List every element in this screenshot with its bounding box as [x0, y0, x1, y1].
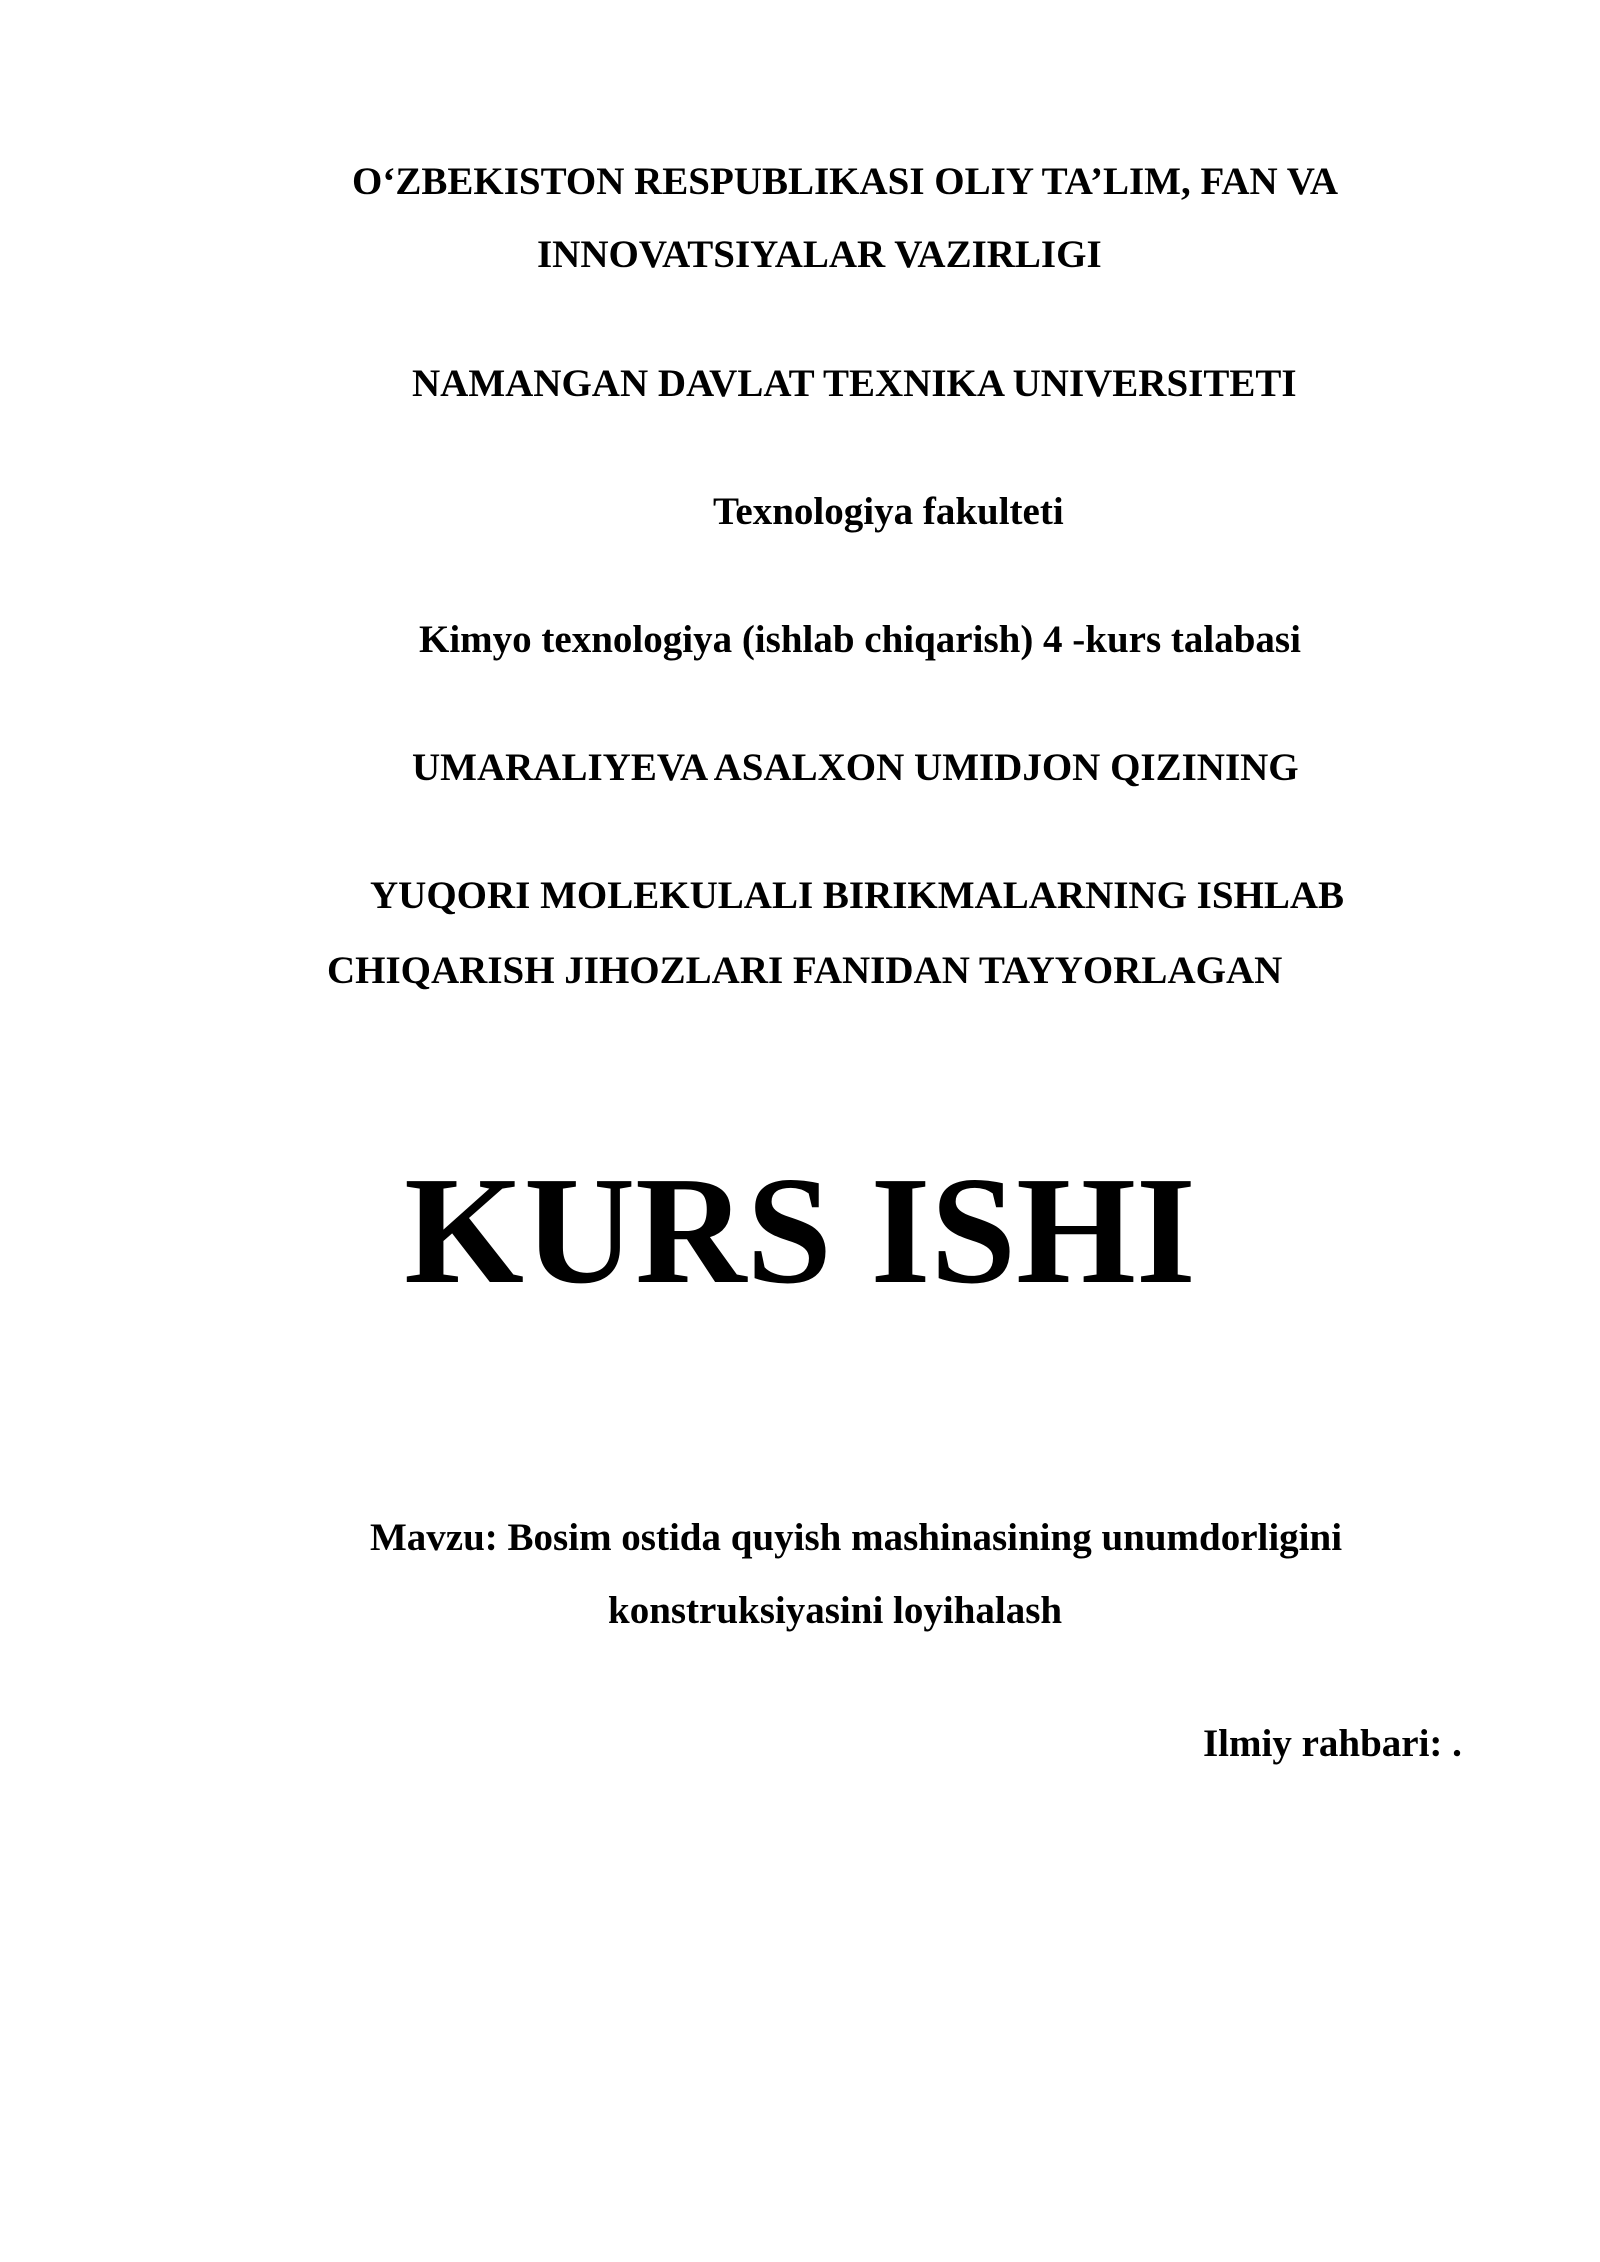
student-name: UMARALIYEVA ASALXON UMIDJON QIZINING	[412, 746, 1299, 789]
university-name: NAMANGAN DAVLAT TEXNIKA UNIVERSITETI	[412, 362, 1297, 405]
subject-line-2: CHIQARISH JIHOZLARI FANIDAN TAYYORLAGAN	[327, 949, 1283, 992]
student-course: Kimyo texnologiya (ishlab chiqarish) 4 -kurs talabasi	[419, 618, 1301, 661]
supervisor-label: Ilmiy rahbari: .	[1203, 1722, 1462, 1765]
ministry-line-1: O‘ZBEKISTON RESPUBLIKASI OLIY TA’LIM, FAN VA	[352, 160, 1339, 203]
topic-line-1: Mavzu: Bosim ostida quyish mashinasining unumdorligini	[370, 1516, 1343, 1559]
subject-line-1: YUQORI MOLEKULALI BIRIKMALARNING ISHLAB	[370, 874, 1345, 917]
ministry-line-2: INNOVATSIYALAR VAZIRLIGI	[537, 233, 1102, 276]
document-title: KURS ISHI	[404, 1146, 1196, 1316]
topic-line-2: konstruksiyasini loyihalash	[608, 1589, 1063, 1632]
faculty-name: Texnologiya fakulteti	[713, 490, 1064, 533]
